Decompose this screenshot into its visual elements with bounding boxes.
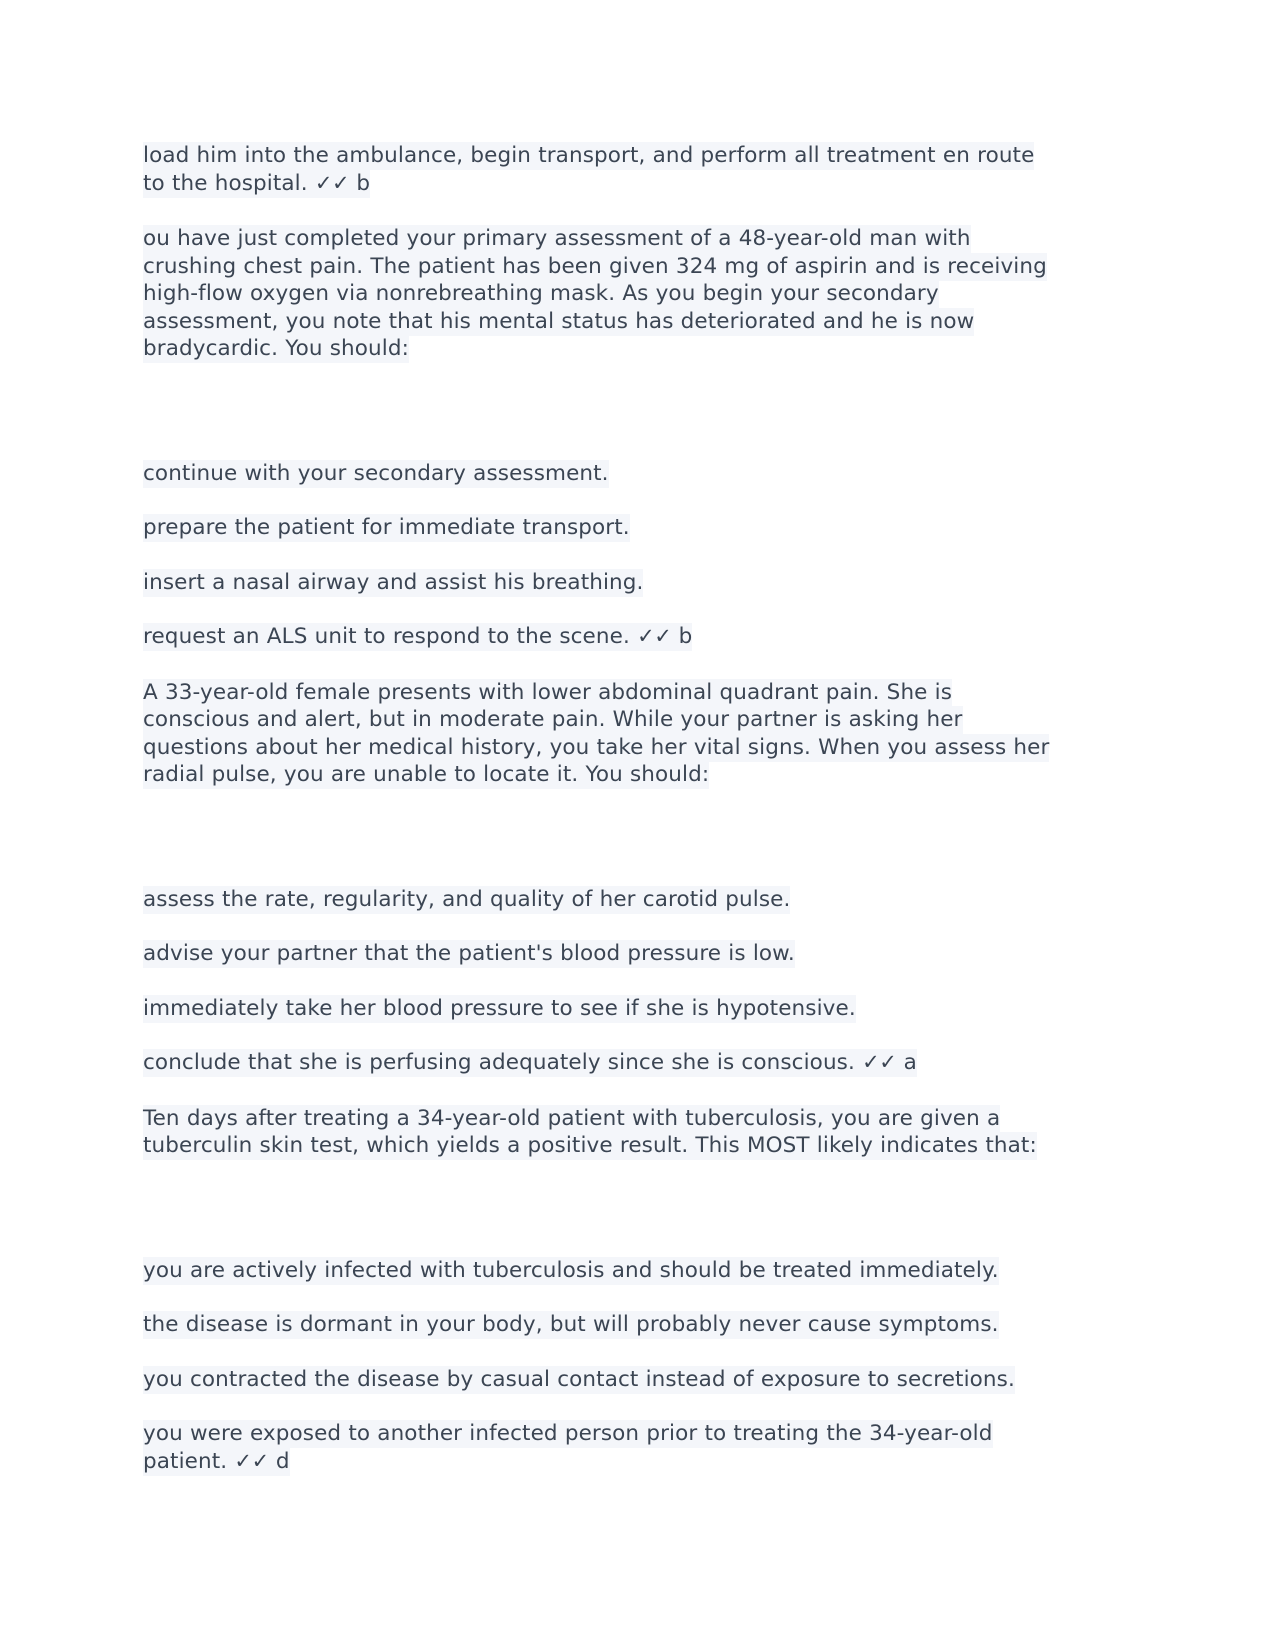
answer-letter: d	[275, 1448, 290, 1474]
answer-option-correct	[143, 1049, 1058, 1077]
answer-option-correct	[143, 1420, 1058, 1475]
option-text: prepare the patient for immediate transport.	[143, 515, 630, 540]
question-text: ou have just completed your primary assessment of a 48-year-old man with crushing chest pain. The patient has been given 324 mg of aspirin and is receiving high-flow oxygen via nonrebreathing mask. As you begin your secondary assessment, you note that his mental status has deteriorated and he is now bradycardic. You should:	[143, 226, 1047, 361]
option-text: assess the rate, regularity, and quality of her carotid pulse.	[143, 886, 791, 912]
spacer	[143, 197, 1058, 225]
option-text: immediately take her blood pressure to see if she is hypotensive.	[143, 995, 856, 1021]
option-text: request an ALS unit to respond to the scene.	[143, 624, 630, 649]
spacer	[143, 1284, 1058, 1311]
answer-option	[143, 514, 1058, 542]
question-stem	[143, 225, 1058, 363]
spacer	[143, 1339, 1058, 1366]
option-text: you were exposed to another infected person prior to treating the 34-year-old patient.	[143, 1421, 993, 1474]
answer-letter: b	[678, 624, 693, 649]
option-text: the disease is dormant in your body, but will probably never cause symptoms.	[143, 1312, 999, 1337]
question-text: A 33-year-old female presents with lower abdominal quadrant pain. She is conscious and alert, but in moderate pain. While your partner is asking her questions about her medical history, you take her vital signs. When you assess her radial pulse, you are unable to locate it. You should:	[143, 679, 1050, 787]
document-body	[143, 142, 1058, 1475]
spacer	[143, 542, 1058, 569]
correct-answer-check-icon: ✓✓	[314, 170, 350, 195]
correct-answer-check-icon: ✓✓	[637, 624, 672, 648]
spacer	[143, 789, 1058, 886]
answer-option	[143, 995, 1058, 1023]
option-text: advise your partner that the patient's blood pressure is low.	[143, 941, 795, 966]
question-stem	[143, 1105, 1058, 1160]
answer-option	[143, 1257, 1058, 1285]
option-text: you are actively infected with tuberculosis and should be treated immediately.	[143, 1257, 999, 1283]
spacer	[143, 1022, 1058, 1049]
option-text: conclude that she is perfusing adequately since she is conscious.	[143, 1050, 855, 1075]
answer-option	[143, 1311, 1058, 1339]
spacer	[143, 651, 1058, 679]
option-text: load him into the ambulance, begin transport, and perform all treatment en route to the hospital.	[143, 143, 1035, 196]
option-text: you contracted the disease by casual contact instead of exposure to secretions.	[143, 1366, 1015, 1392]
answer-option-correct	[143, 623, 1058, 651]
spacer	[143, 1393, 1058, 1420]
answer-option	[143, 886, 1058, 914]
spacer	[143, 363, 1058, 460]
answer-option	[143, 569, 1058, 597]
spacer	[143, 1077, 1058, 1105]
correct-answer-check-icon: ✓✓	[234, 1448, 269, 1473]
spacer	[143, 1160, 1058, 1257]
spacer	[143, 596, 1058, 623]
spacer	[143, 913, 1058, 940]
question-text: Ten days after treating a 34-year-old patient with tuberculosis, you are given a tuberculin skin test, which yields a positive result. This MOST likely indicates that:	[143, 1105, 1037, 1158]
continued-option	[143, 142, 1058, 197]
answer-letter: b	[356, 170, 371, 196]
option-text: insert a nasal airway and assist his breathing.	[143, 569, 644, 595]
spacer	[143, 968, 1058, 995]
option-text: continue with your secondary assessment.	[143, 460, 609, 486]
answer-letter: a	[903, 1050, 917, 1075]
correct-answer-check-icon: ✓✓	[862, 1050, 897, 1074]
answer-option	[143, 940, 1058, 968]
answer-option	[143, 1366, 1058, 1394]
question-stem	[143, 679, 1058, 789]
spacer	[143, 487, 1058, 514]
answer-option	[143, 460, 1058, 488]
